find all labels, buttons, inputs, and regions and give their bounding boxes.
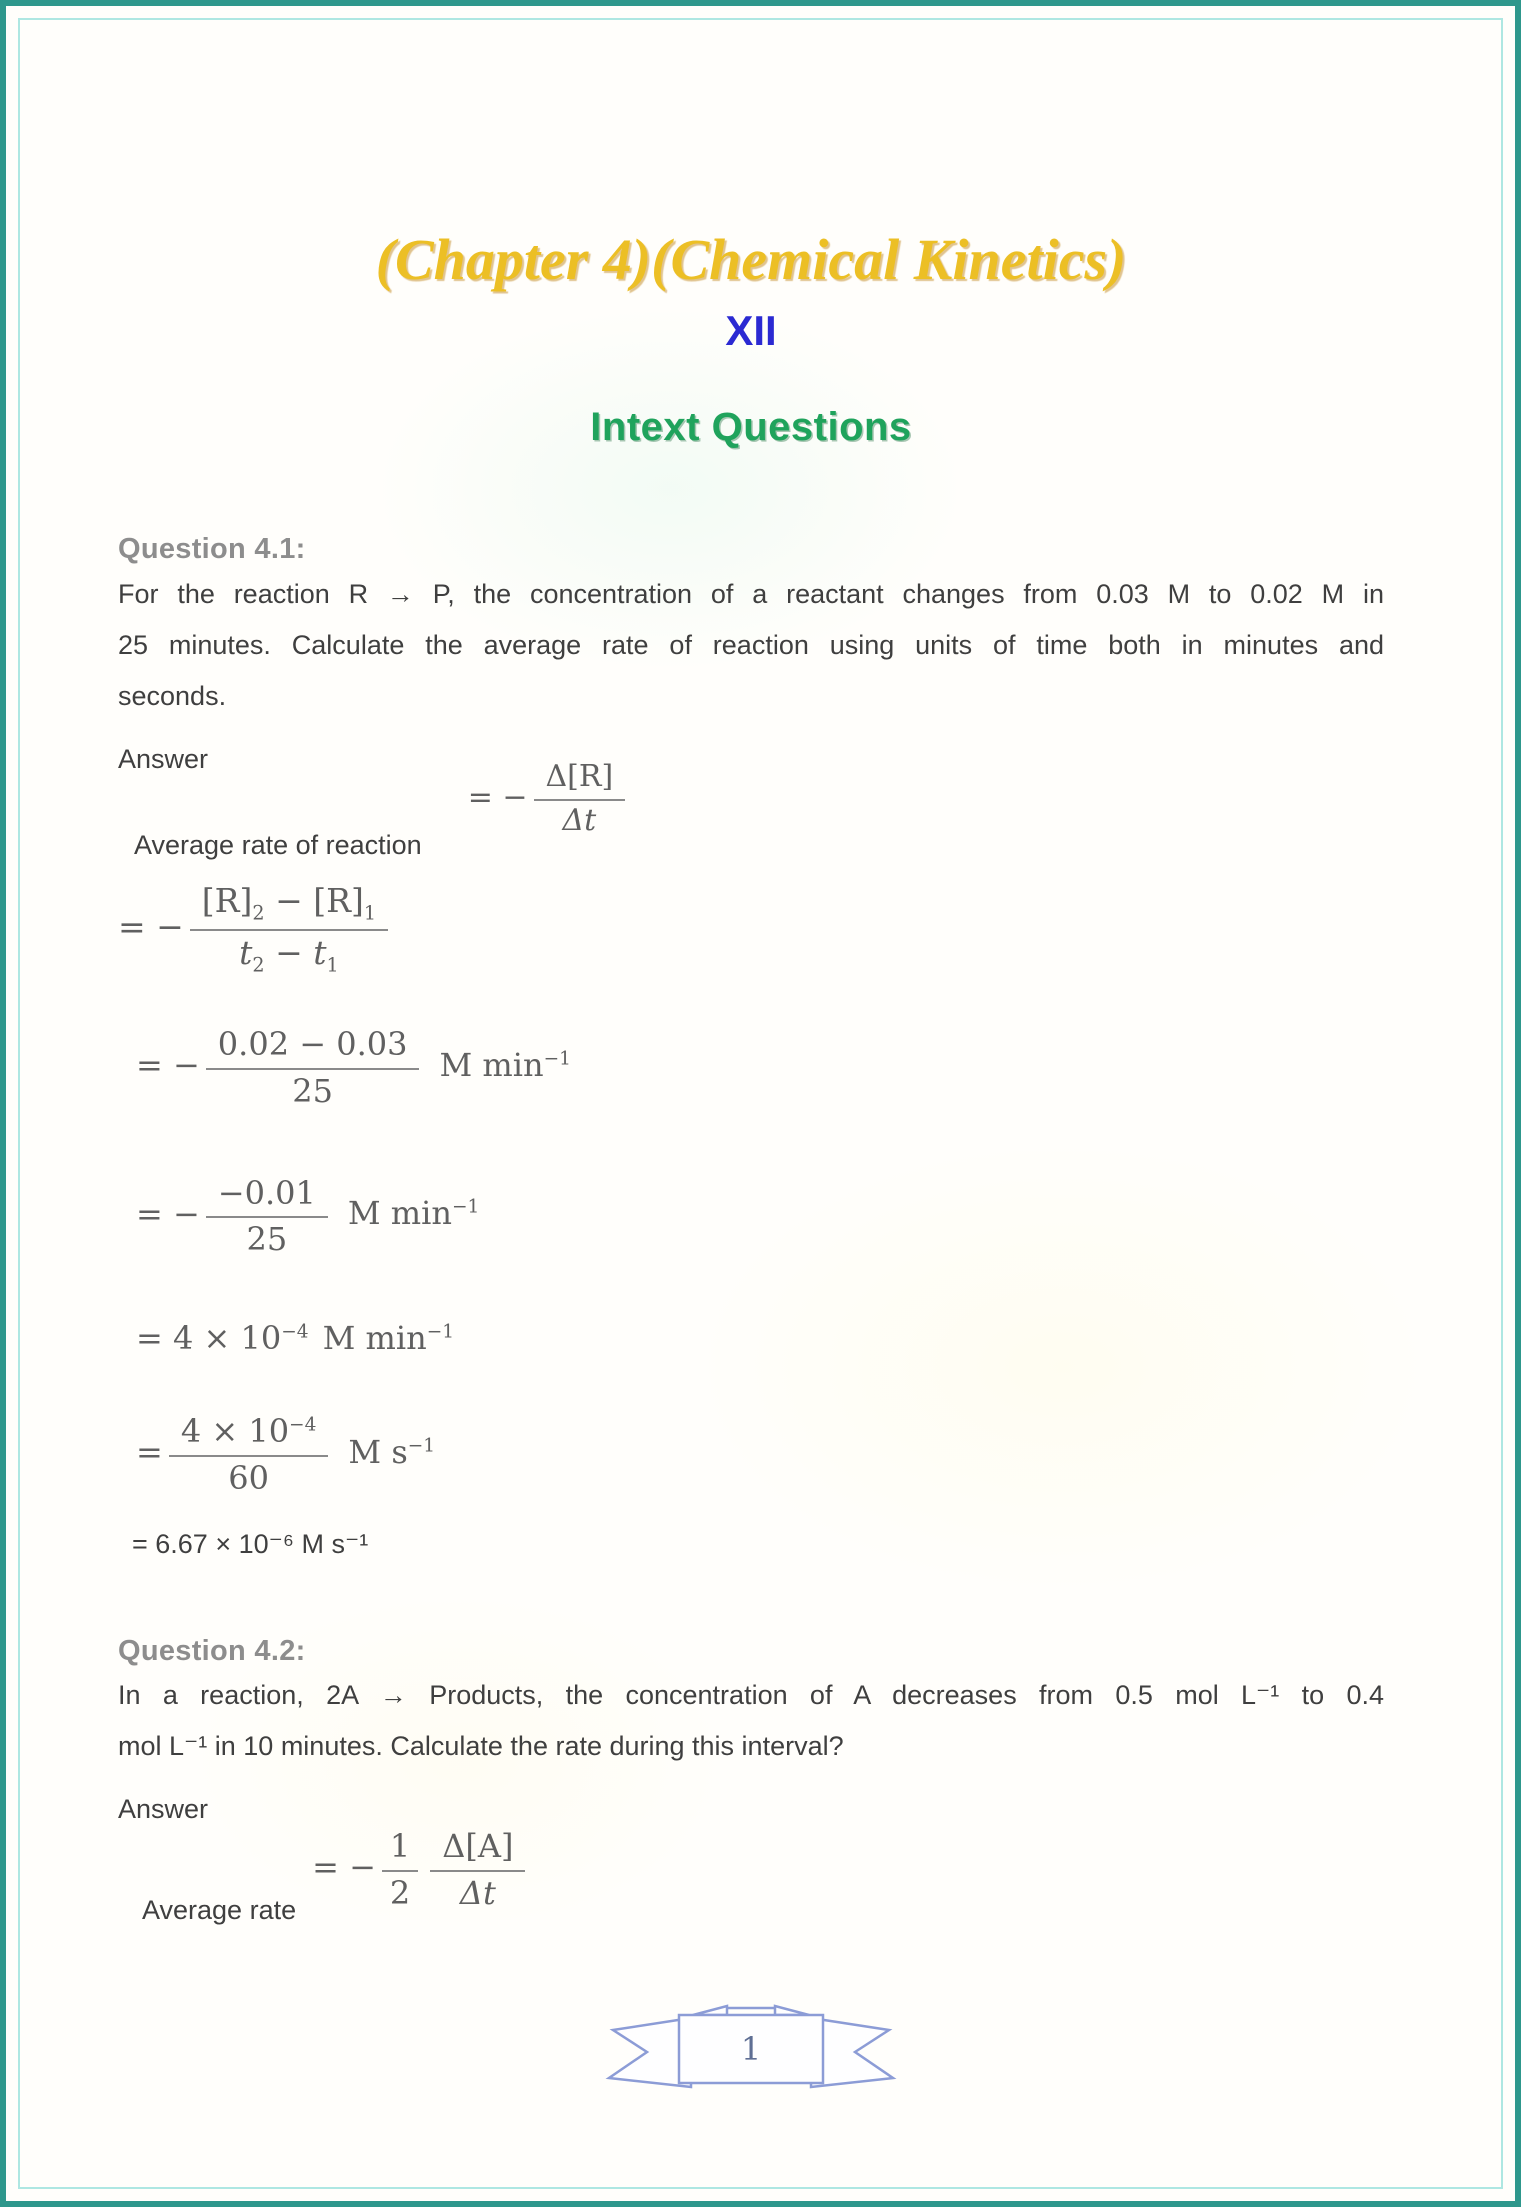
fraction-denominator: 60 xyxy=(228,1458,269,1497)
formula-eq-sign: = − xyxy=(312,1848,376,1887)
ribbon-banner-icon xyxy=(601,2000,901,2092)
fraction-denominator: 2 xyxy=(389,1874,411,1913)
fraction-numerator xyxy=(190,881,388,932)
subscript-2: 2 xyxy=(252,953,265,977)
question-4-1-text xyxy=(118,569,1384,722)
formula-eq-sign: = xyxy=(136,1432,163,1471)
unit-exponent: −1 xyxy=(426,1321,455,1343)
unit-text: M min xyxy=(347,1194,452,1233)
time-term: t xyxy=(313,933,327,973)
unit-exponent: −1 xyxy=(407,1435,436,1457)
unit-label xyxy=(323,1319,454,1357)
r-bracket-term: [R] xyxy=(313,880,364,920)
fraction-denominator: Δt xyxy=(459,1874,496,1913)
fraction xyxy=(206,1025,420,1110)
question-4-2-line-2: mol L⁻¹ in 10 minutes. Calculate the rate during this interval? xyxy=(118,1731,844,1762)
unit-text: M min xyxy=(322,1319,427,1358)
unit-text: M s xyxy=(348,1432,408,1471)
page-footer xyxy=(118,2000,1384,2097)
fraction-numerator xyxy=(169,1412,329,1457)
fraction xyxy=(169,1412,329,1497)
fraction-one-half xyxy=(382,1827,418,1912)
page-content xyxy=(118,228,1384,2097)
grade-label: XII xyxy=(725,306,777,354)
chapter-title: (Chapter 4)(Chemical Kinetics) xyxy=(375,227,1127,292)
fraction-denominator: 25 xyxy=(246,1220,288,1259)
fraction-numerator: Δ[R] xyxy=(534,759,626,802)
subscript-1: 1 xyxy=(326,953,339,977)
time-term: t xyxy=(239,933,253,973)
formula-eq-sign: = − xyxy=(467,779,528,815)
question-4-1-line-3: seconds. xyxy=(118,680,227,711)
fraction-numerator: 0.02 − 0.03 xyxy=(206,1025,420,1070)
formula-eq-sign: = − xyxy=(118,906,184,946)
exponent: −4 xyxy=(281,1321,309,1343)
minus-operator: − xyxy=(264,880,314,920)
formula-eq-sign: = − xyxy=(136,1045,200,1084)
fraction-numerator: Δ[A] xyxy=(430,1827,525,1872)
formula-rate-per-minute xyxy=(136,1320,1384,1357)
formula-numeric-rate-min xyxy=(136,1025,1384,1110)
final-result-q1: = 6.67 × 10⁻⁶ M s⁻¹ xyxy=(132,1528,369,1559)
question-4-1-line-2: 25 minutes. Calculate the average rate of reaction using units of time both in minutes and xyxy=(118,629,1384,660)
formula-avg-rate-q2 xyxy=(312,1827,531,1912)
fraction xyxy=(190,881,388,977)
fraction-denominator: 25 xyxy=(292,1071,333,1110)
fraction-numerator: −0.01 xyxy=(206,1174,328,1219)
unit-exponent: −1 xyxy=(543,1048,571,1070)
ribbon-right-fold xyxy=(775,2006,809,2015)
average-rate-q2-row xyxy=(142,1827,1384,1930)
ribbon-left-fold xyxy=(693,2006,727,2015)
numerator-value: 4 × 10 xyxy=(180,1411,290,1450)
question-4-1-line-1: For the reaction R → P, the concentration of a reactant changes from 0.03 M to 0.02 M in xyxy=(118,578,1384,609)
r-bracket-term: [R] xyxy=(201,880,253,920)
subscript-2: 2 xyxy=(252,901,265,925)
question-4-2-heading: Question 4.2: xyxy=(118,1634,306,1667)
question-4-2-line-1: In a reaction, 2A → Products, the concentration of A decreases from 0.5 mol L⁻¹ to 0.4 xyxy=(118,1680,1384,1711)
answer-label-q2: Answer xyxy=(118,1794,209,1825)
unit-label xyxy=(348,1194,479,1232)
question-4-1-heading: Question 4.1: xyxy=(118,532,306,565)
exponent: −4 xyxy=(289,1414,317,1436)
average-rate-label: Average rate xyxy=(142,1894,297,1925)
unit-label xyxy=(348,1433,435,1471)
formula-simplified-rate-min xyxy=(136,1174,1384,1259)
subscript-1: 1 xyxy=(363,901,376,925)
section-heading: Intext Questions xyxy=(590,404,912,449)
unit-label xyxy=(439,1046,570,1084)
fraction xyxy=(430,1827,525,1912)
fraction xyxy=(206,1174,328,1259)
average-rate-label: Average rate of reaction xyxy=(134,829,422,860)
fraction-numerator: 1 xyxy=(382,1827,418,1872)
page-number: 1 xyxy=(740,2029,762,2068)
formula-eq-sign: = − xyxy=(136,1194,200,1233)
fraction-denominator xyxy=(190,931,388,977)
minus-operator: − xyxy=(264,933,314,973)
answer-label-q1: Answer xyxy=(118,743,209,774)
formula-avg-rate-definition xyxy=(468,759,631,839)
fraction xyxy=(534,759,626,839)
formula-value: = 4 × 10 xyxy=(136,1319,282,1358)
unit-exponent: −1 xyxy=(451,1196,480,1218)
fraction-denominator: Δt xyxy=(562,803,597,839)
question-4-2-text xyxy=(118,1670,1384,1772)
formula-concentration-difference xyxy=(118,881,1384,977)
unit-text: M min xyxy=(439,1045,544,1084)
formula-rate-per-second xyxy=(136,1412,1384,1497)
